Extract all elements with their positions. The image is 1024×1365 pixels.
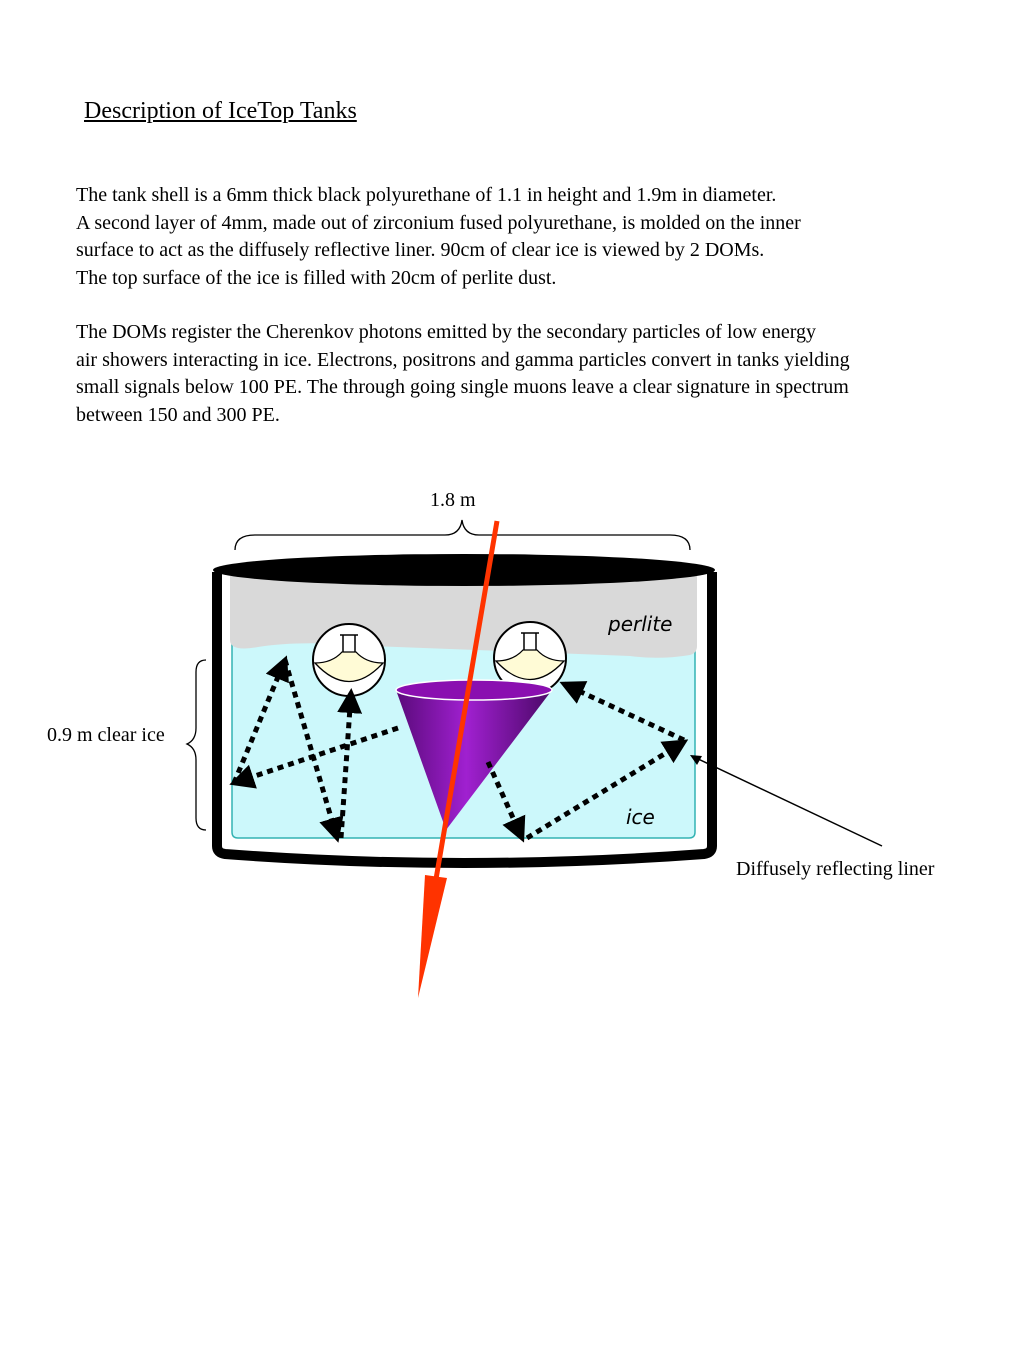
ice-label: ice [626,805,655,829]
page-title: Description of IceTop Tanks [84,98,357,124]
paragraph-line: The top surface of the ice is filled with 20cm of perlite dust. [76,266,557,289]
paragraph-line: A second layer of 4mm, made out of zirconium fused polyurethane, is molded on the inner [76,211,801,234]
tank-lid [213,554,715,586]
paragraph-line: between 150 and 300 PE. [76,403,280,426]
paragraph-line: The tank shell is a 6mm thick black polyurethane of 1.1 in height and 1.9m in diameter. [76,184,777,206]
liner-pointer-line [694,757,882,846]
liner-label: Diffusely reflecting liner [736,858,935,880]
ice-depth-label: 0.9 m clear ice [47,724,165,746]
paragraph-line: air showers interacting in ice. Electrons, positrons and gamma particles convert in tanks yielding [76,348,850,371]
paragraph-line: surface to act as the diffusely reflective liner. 90cm of clear ice is viewed by 2 DOMs. [76,239,765,261]
perlite-label: perlite [608,612,673,636]
dom-left [313,624,385,696]
ice-depth-brace [187,660,206,830]
paragraph-line: The DOMs register the Cherenkov photons emitted by the secondary particles of low energy [76,321,816,343]
width-brace [235,520,690,550]
paragraph-line: small signals below 100 PE. The through going single muons leave a clear signature in spectrum [76,376,849,398]
width-label: 1.8 m [430,489,476,511]
